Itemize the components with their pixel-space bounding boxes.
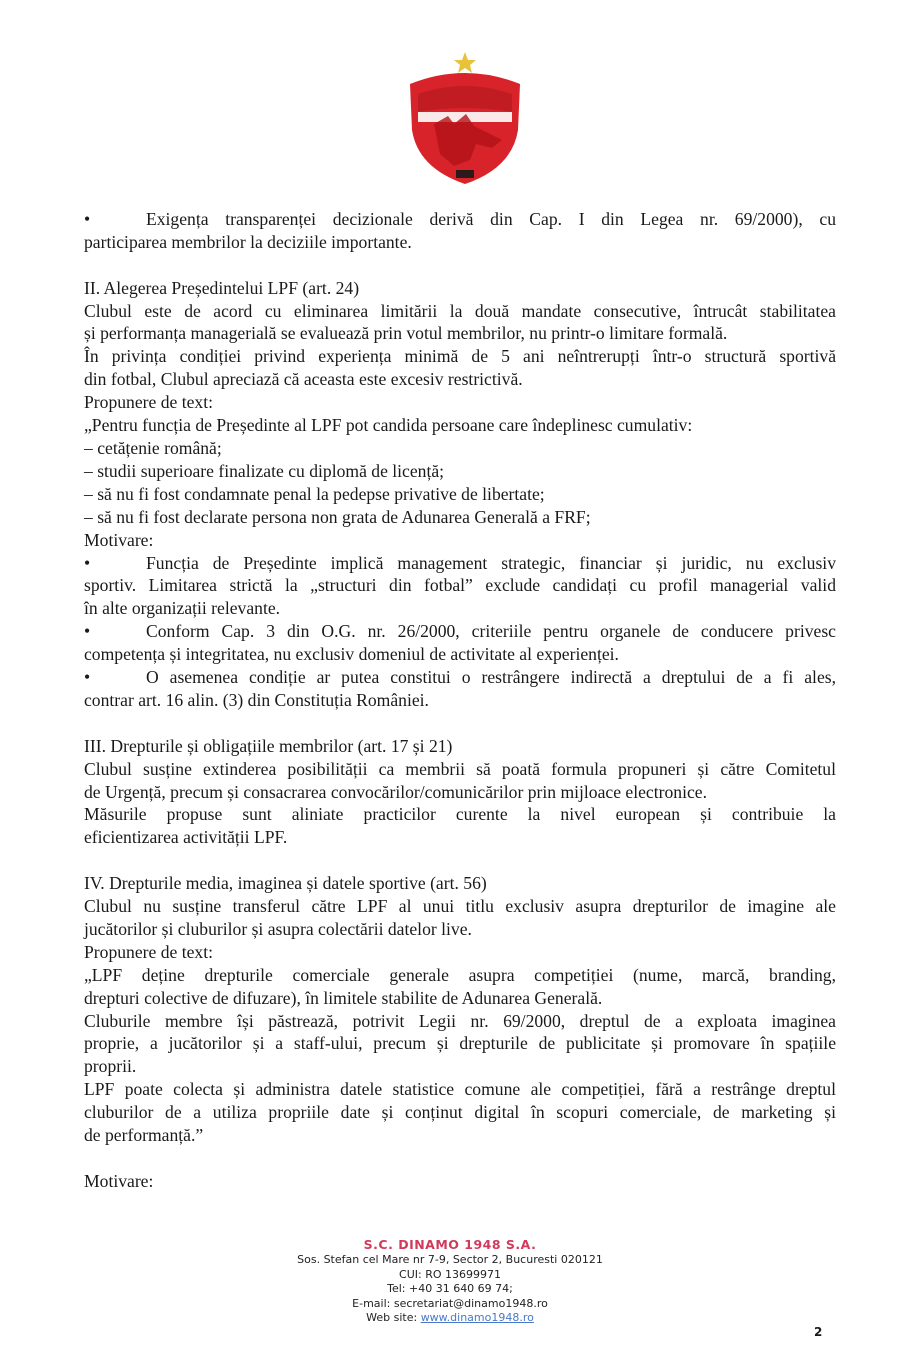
line-text: Cluburile membre își păstrează, potrivit Legii nr. 69/2000, dreptul de a exploata imaginea	[84, 1010, 836, 1031]
company-cui: CUI: RO 13699971	[399, 1267, 501, 1281]
website-link[interactable]: www.dinamo1948.ro	[420, 1311, 534, 1324]
line-text: Propunere de text:	[84, 941, 213, 962]
text-line	[84, 391, 836, 414]
bullet-icon: •	[84, 667, 91, 688]
text-line	[84, 781, 836, 804]
company-website-row	[0, 1311, 900, 1326]
section-heading	[84, 735, 836, 758]
line-text: eficientizarea activității LPF.	[84, 827, 288, 848]
text-line	[84, 300, 836, 323]
line-text: – să nu fi fost declarate persona non grata de Adunarea Generală a FRF;	[84, 506, 591, 527]
text-line	[84, 1032, 836, 1055]
text-line	[84, 758, 836, 781]
text-line	[84, 1101, 836, 1124]
line-text: O asemenea condiție ar putea constitui o restrângere indirectă a dreptului de a fi ales,	[146, 667, 836, 688]
dinamo-logo	[404, 50, 526, 186]
text-line	[84, 345, 836, 368]
text-line	[84, 529, 836, 552]
bullet-icon: •	[84, 552, 91, 573]
line-text: jucătorilor și cluburilor și asupra colectării datelor live.	[84, 918, 472, 939]
bullet-line	[84, 620, 836, 643]
year-plate	[456, 170, 474, 178]
text-line	[84, 987, 836, 1010]
line-text: „Pentru funcția de Președinte al LPF pot candida persoane care îndeplinesc cumulativ:	[84, 415, 693, 436]
line-text: LPF poate colecta și administra datele statistice comune ale competiției, fără a restrânge dreptul	[84, 1079, 836, 1100]
line-text: – cetățenie română;	[84, 438, 222, 458]
text-line	[84, 1078, 836, 1101]
text-line	[84, 460, 836, 483]
line-text: proprie, a jucătorilor și a staff-ului, precum și drepturile de publicitate și promovare în spațiile	[84, 1033, 836, 1054]
page-number: 2	[814, 1325, 823, 1339]
line-text: Conform Cap. 3 din O.G. nr. 26/2000, criteriile pentru organele de conducere privesc	[146, 621, 836, 642]
line-text: de performanță.”	[84, 1124, 204, 1145]
line-text: – să nu fi fost condamnate penal la pedepse privative de libertate;	[84, 483, 545, 504]
line-text: de Urgență, precum și consacrarea convocărilor/comunicărilor prin mijloace electronice.	[84, 781, 707, 802]
bullet-line	[84, 208, 836, 231]
line-text: III. Drepturile și obligațiile membrilor (art. 17 și 21)	[84, 735, 453, 756]
bullet-line	[84, 666, 836, 689]
line-text: IV. Drepturile media, imaginea și datele sportive (art. 56)	[84, 873, 487, 894]
text-line	[84, 368, 836, 391]
text-line	[84, 483, 836, 506]
line-text: cluburilor de a utiliza propriile date și conținut digital în scopuri comerciale, de marketing și	[84, 1102, 836, 1123]
star-icon	[454, 52, 476, 73]
line-text: „LPF deține drepturile comerciale generale asupra competiției (nume, marcă, branding,	[84, 964, 836, 985]
text-line	[84, 506, 836, 529]
text-line	[84, 1170, 836, 1193]
letterhead-footer	[0, 1236, 900, 1326]
text-line	[84, 803, 836, 826]
line-text: Clubul susține extinderea posibilității ca membrii să poată formula propuneri și către Comitetul	[84, 758, 836, 779]
line-text: Exigența transparenței decizionale derivă din Cap. I din Legea nr. 69/2000), cu	[146, 209, 836, 229]
text-line	[84, 826, 836, 849]
line-text: În privința condiției privind experiența minimă de 5 ani neîntrerupți într-o structură sportivă	[84, 346, 836, 367]
line-text: Funcția de Președinte implică management strategic, financiar și juridic, nu exclusiv	[146, 552, 836, 573]
line-text: în alte organizații relevante.	[84, 598, 281, 619]
text-line	[84, 941, 836, 964]
text-line	[84, 574, 836, 597]
text-line	[84, 1055, 836, 1078]
text-line	[84, 437, 836, 460]
text-line	[84, 918, 836, 941]
text-line	[84, 322, 836, 345]
company-name: S.C. DINAMO 1948 S.A.	[363, 1237, 537, 1252]
text-line	[84, 1124, 836, 1147]
line-text: Motivare:	[84, 529, 154, 550]
section-heading	[84, 872, 836, 895]
document-body	[84, 208, 836, 1193]
line-text: sportiv. Limitarea strictă la „structuri din fotbal” exclude candidați cu profil managerial valid	[84, 575, 836, 596]
line-text: și performanța managerială se evaluează prin votul membrilor, nu printr-o limitare formală.	[84, 323, 728, 344]
line-text: Propunere de text:	[84, 392, 213, 413]
line-text: din fotbal, Clubul apreciază că aceasta este excesiv restrictivă.	[84, 369, 523, 390]
text-line	[84, 895, 836, 918]
bullet-icon: •	[84, 209, 91, 229]
text-line	[84, 643, 836, 666]
text-line	[84, 231, 836, 254]
line-text: participarea membrilor la deciziile importante.	[84, 231, 412, 252]
line-text: competența și integritatea, nu exclusiv domeniul de activitate al experienței.	[84, 644, 619, 665]
company-address: Sos. Stefan cel Mare nr 7-9, Sector 2, Bucuresti 020121	[297, 1253, 603, 1266]
line-text: Motivare:	[84, 1170, 154, 1191]
line-text: II. Alegerea Președintelui LPF (art. 24)	[84, 277, 360, 298]
line-text: – studii superioare finalizate cu diplomă de licență;	[84, 460, 445, 481]
line-text: Măsurile propuse sunt aliniate practicilor curente la nivel european și contribuie la	[84, 804, 836, 825]
line-text: contrar art. 16 alin. (3) din Constituția României.	[84, 689, 429, 710]
company-email: E-mail: secretariat@dinamo1948.ro	[352, 1296, 548, 1310]
line-text: proprii.	[84, 1056, 137, 1077]
company-phone: Tel: +40 31 640 69 74;	[387, 1282, 513, 1295]
line-text: Clubul este de acord cu eliminarea limitării la două mandate consecutive, întrucât stabilitatea	[84, 300, 836, 321]
text-line	[84, 597, 836, 620]
text-line	[84, 414, 836, 437]
website-label: Web site:	[366, 1311, 421, 1324]
line-text: drepturi colective de difuzare), în limitele stabilite de Adunarea Generală.	[84, 987, 603, 1008]
bullet-icon: •	[84, 621, 91, 642]
text-line	[84, 689, 836, 712]
section-heading	[84, 277, 836, 300]
line-text: Clubul nu susține transferul către LPF al unui titlu exclusiv asupra drepturilor de imagine ale	[84, 896, 836, 916]
text-line	[84, 1010, 836, 1033]
text-line	[84, 964, 836, 987]
bullet-line	[84, 552, 836, 575]
